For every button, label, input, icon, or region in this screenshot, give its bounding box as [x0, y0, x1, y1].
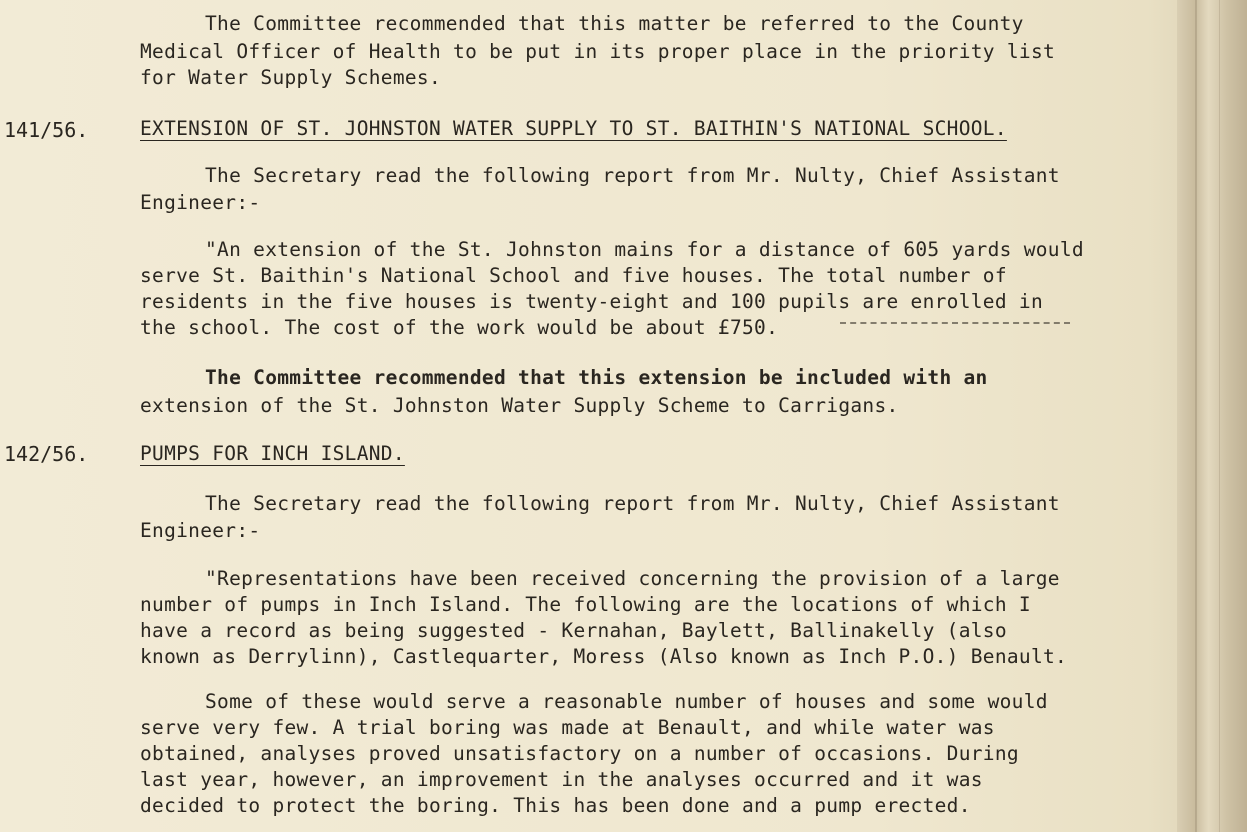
resolution-line: extension of the St. Johnston Water Supply Scheme to Carrigans.	[140, 394, 899, 417]
paragraph-line: decided to protect the boring. This has been done and a pump erected.	[140, 794, 971, 817]
paragraph-line: Some of these would serve a reasonable number of houses and some would	[205, 690, 1048, 713]
quote-line: "An extension of the St. Johnston mains for a distance of 605 yards would	[205, 238, 1084, 261]
report-intro-line: Engineer:-	[140, 519, 261, 542]
report-intro-line: The Secretary read the following report from Mr. Nulty, Chief Assistant	[205, 492, 1060, 515]
section-heading: EXTENSION OF ST. JOHNSTON WATER SUPPLY TO ST. BAITHIN'S NATIONAL SCHOOL.	[140, 117, 1007, 140]
paragraph-line: serve very few. A trial boring was made at Benault, and while water was	[140, 716, 995, 739]
report-intro-line: Engineer:-	[140, 191, 261, 214]
intro-line: for Water Supply Schemes.	[140, 66, 441, 89]
quote-line: the school. The cost of the work would be about £750.	[140, 316, 779, 339]
quote-line: have a record as being suggested - Kernahan, Baylett, Ballinakelly (also	[140, 619, 1007, 642]
quote-line: "Representations have been received concerning the provision of a large	[205, 567, 1060, 590]
paragraph-line: obtained, analyses proved unsatisfactory on a number of occasions. During	[140, 742, 1019, 765]
book-spine	[1177, 0, 1247, 832]
resolution-line: The Committee recommended that this extension be included with an	[205, 366, 988, 389]
paragraph-line: last year, however, an improvement in the analyses occurred and it was	[140, 768, 983, 791]
minute-reference: 142/56.	[4, 442, 89, 466]
quote-line: number of pumps in Inch Island. The following are the locations of which I	[140, 593, 1031, 616]
minute-reference: 141/56.	[4, 118, 89, 142]
dashed-rule	[840, 322, 1070, 324]
report-intro-line: The Secretary read the following report from Mr. Nulty, Chief Assistant	[205, 164, 1060, 187]
intro-line: The Committee recommended that this matter be referred to the County	[205, 12, 1024, 35]
quote-line: known as Derrylinn), Castlequarter, Moress (Also known as Inch P.O.) Benault.	[140, 645, 1068, 668]
quote-line: serve St. Baithin's National School and five houses. The total number of	[140, 264, 1007, 287]
quote-line: residents in the five houses is twenty-eight and 100 pupils are enrolled in	[140, 290, 1043, 313]
intro-line: Medical Officer of Health to be put in its proper place in the priority list	[140, 40, 1056, 63]
section-heading: PUMPS FOR INCH ISLAND.	[140, 442, 405, 465]
